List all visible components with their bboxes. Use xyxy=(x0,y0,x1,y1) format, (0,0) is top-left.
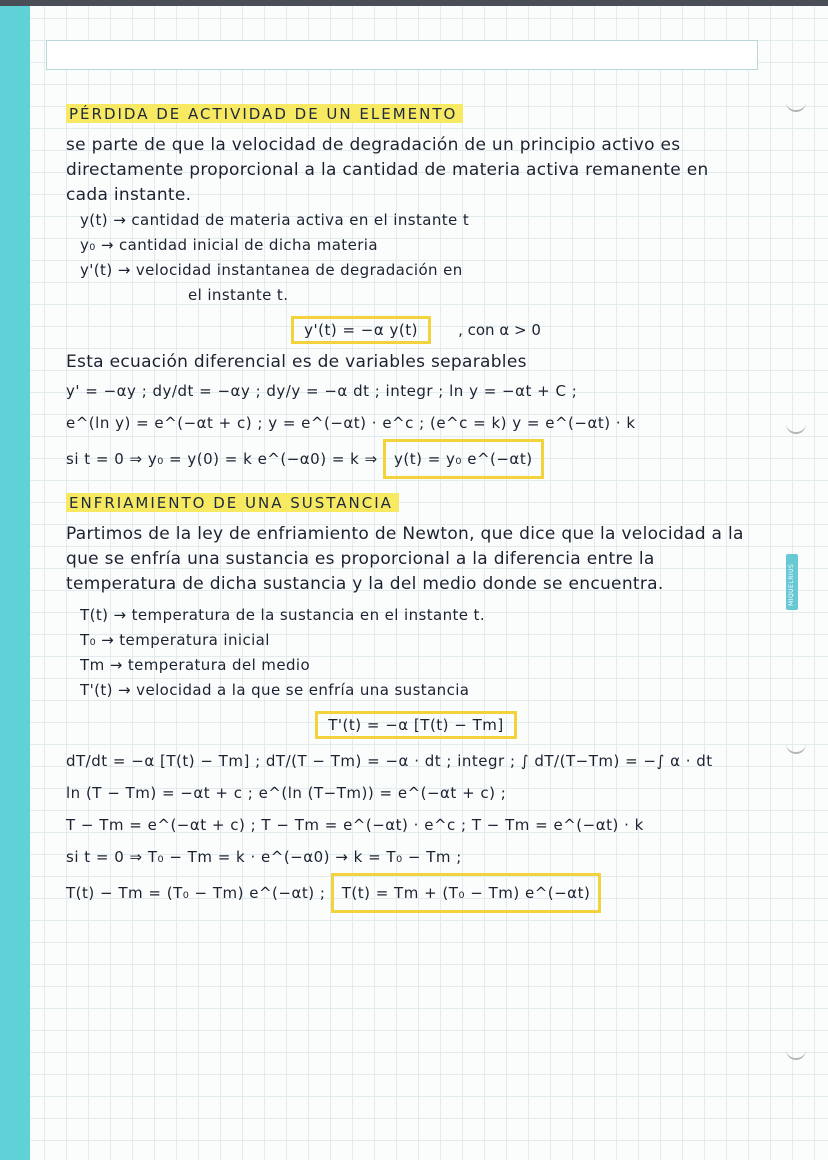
section-title: PÉRDIDA DE ACTIVIDAD DE UN ELEMENTO xyxy=(66,104,463,123)
derivation-step: ln (T − Tm) = −αt + c ; e^(ln (T−Tm)) = e^(−αt + c) ; xyxy=(66,784,507,802)
result-box: y(t) = y₀ e^(−αt) xyxy=(383,439,544,479)
main-equation-row xyxy=(66,316,766,344)
derivation-text: si t = 0 ⇒ y₀ = y(0) = k e^(−α0) = k ⇒ xyxy=(66,450,378,468)
intro-paragraph: Partimos de la ley de enfriamiento de Newton, que dice que la velocidad a la que se enfría una sustancia es proporcional a la diferencia entre la temperatura de dicha sustancia y la del medio donde se encuentra. xyxy=(66,524,744,594)
definition-Tm: Tm → temperatura del medio xyxy=(80,656,311,674)
definition-T: T(t) → temperatura de la sustancia en el instante t. xyxy=(80,606,485,624)
derivation-step: si t = 0 ⇒ T₀ − Tm = k · e^(−α0) → k = T₀ − Tm ; xyxy=(66,848,462,866)
definition-y0: y₀ → cantidad inicial de dicha materia xyxy=(80,236,378,254)
section-decay xyxy=(66,104,766,479)
brand-tab xyxy=(786,554,798,610)
result-box: T(t) = Tm + (T₀ − Tm) e^(−αt) xyxy=(331,873,602,913)
derivation-step: e^(ln y) = e^(−αt + c) ; y = e^(−αt) · e^c ; (e^c = k) y = e^(−αt) · k xyxy=(66,414,636,432)
definition-Tprime: T'(t) → velocidad a la que se enfría una sustancia xyxy=(80,681,470,699)
main-equation: T'(t) = −α [T(t) − Tm] xyxy=(315,711,517,739)
section-cooling xyxy=(66,493,766,913)
definition-yprime: y'(t) → velocidad instantanea de degradación en xyxy=(80,261,463,279)
intro-paragraph: se parte de que la velocidad de degradación de un principio activo es directamente proporcional a la cantidad de materia activa remanente en cada instante. xyxy=(66,135,709,205)
brand-label: MIQUELRIUS xyxy=(788,563,795,606)
derivation-step: T − Tm = e^(−αt + c) ; T − Tm = e^(−αt) · e^c ; T − Tm = e^(−αt) · k xyxy=(66,816,644,834)
section-gap xyxy=(66,479,766,493)
definition-yprime-cont: el instante t. xyxy=(188,286,289,304)
page-header-box xyxy=(46,40,758,70)
derivation-step xyxy=(66,873,766,913)
section-title: ENFRIAMIENTO DE UNA SUSTANCIA xyxy=(66,493,399,512)
separable-note: Esta ecuación diferencial es de variables separables xyxy=(66,352,527,372)
derivation-step: dT/dt = −α [T(t) − Tm] ; dT/(T − Tm) = −α · dt ; integr ; ∫ dT/(T−Tm) = −∫ α · dt xyxy=(66,752,713,770)
equation-condition: , con α > 0 xyxy=(458,321,541,339)
definition-y: y(t) → cantidad de materia activa en el instante t xyxy=(80,211,470,229)
derivation-text: T(t) − Tm = (T₀ − Tm) e^(−αt) ; xyxy=(66,884,326,902)
derivation-step xyxy=(66,439,766,479)
main-equation: y'(t) = −α y(t) xyxy=(291,316,431,344)
binder-spine xyxy=(0,6,30,1160)
notes-content xyxy=(66,104,766,913)
definition-T0: T₀ → temperatura inicial xyxy=(80,631,270,649)
derivation-step: y' = −αy ; dy/dt = −αy ; dy/y = −α dt ; integr ; ln y = −αt + C ; xyxy=(66,382,578,400)
main-equation-row xyxy=(66,711,766,739)
